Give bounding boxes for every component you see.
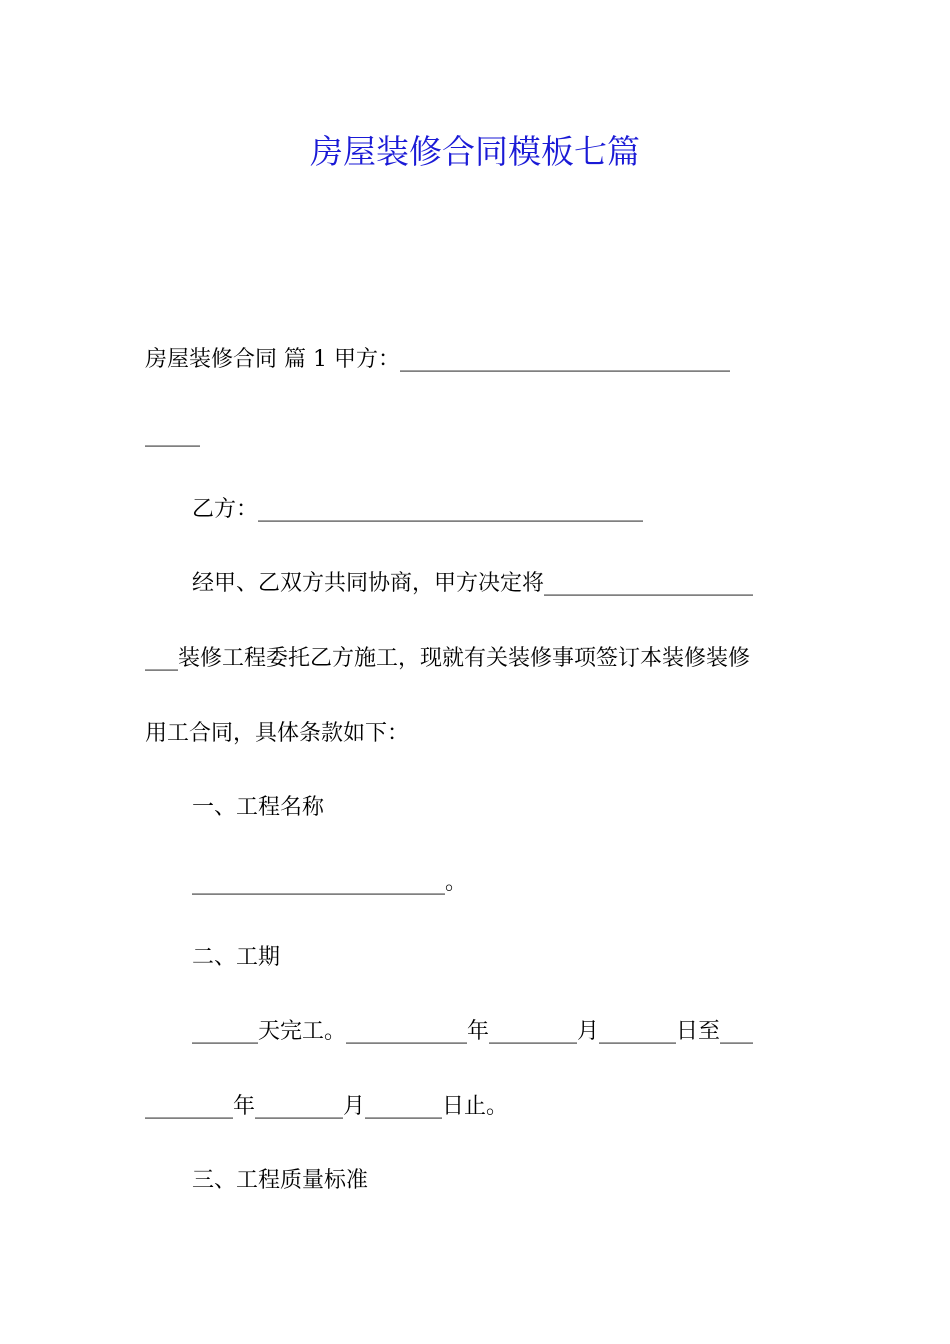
paragraph-line: _____ [145,422,200,447]
paragraph-line: 用工合同，具体条款如下： [145,721,410,746]
section-heading: 二、工期 [192,945,281,970]
section-heading: 一、工程名称 [192,795,325,820]
paragraph-line: 房屋装修合同 篇 1 甲方：______________________________ [145,347,730,372]
paragraph-line: 经甲、乙双方共同协商，甲方决定将___________________ [192,571,754,596]
paragraph-line: ___装修工程委托乙方施工，现就有关装修事项签订本装修装修 [145,646,751,671]
paragraph-line: ______天完工。___________年________月_______日至___ [192,1019,754,1044]
section-heading: 三、工程质量标准 [192,1168,369,1193]
paragraph-line: _______________________。 [192,870,468,895]
document-title: 房屋装修合同模板七篇 [310,132,640,171]
paragraph-line: 乙方：___________________________________ [192,497,644,522]
paragraph-line: ________年________月_______日止。 [145,1094,509,1119]
